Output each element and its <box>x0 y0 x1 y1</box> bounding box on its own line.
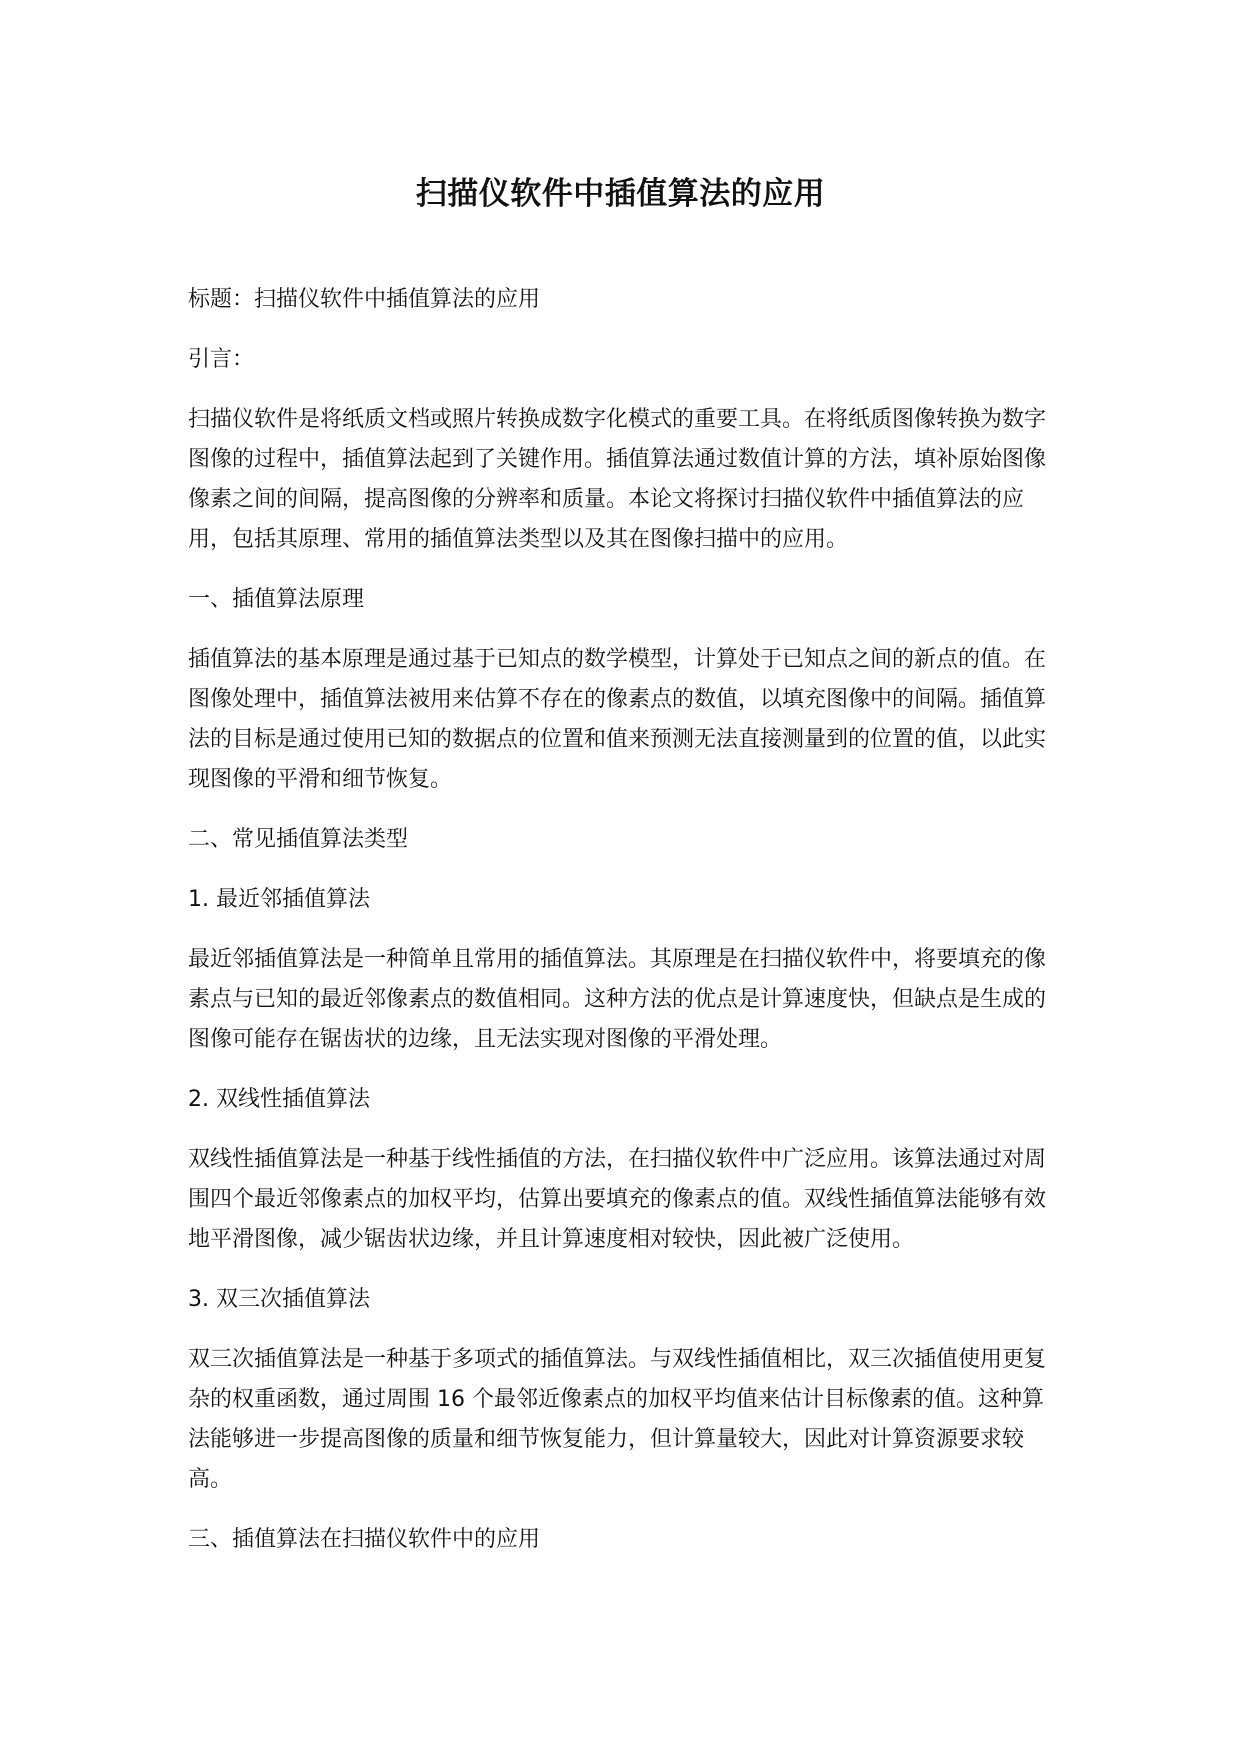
subheading-bicubic: 3. 双三次插值算法 <box>188 1287 370 1312</box>
nearest-neighbor-paragraph: 最近邻插值算法是一种简单且常用的插值算法。其原理是在扫描仪软件中，将要填充的像素点与已知的最近邻像素点的数值相同。这种方法的优点是计算速度快，但缺点是生成的图像可能存在锯齿状的边缘，且无法实现对图像的平滑处理。 <box>188 947 1047 1052</box>
section-heading-2: 二、常见插值算法类型 <box>188 827 409 852</box>
bilinear-paragraph: 双线性插值算法是一种基于线性插值的方法，在扫描仪软件中广泛应用。该算法通过对周围四个最近邻像素点的加权平均，估算出要填充的像素点的值。双线性插值算法能够有效地平滑图像，减少锯齿状边缘，并且计算速度相对较快，因此被广泛使用。 <box>188 1147 1047 1252</box>
subject-line: 标题：扫描仪软件中插值算法的应用 <box>188 287 541 312</box>
section-heading-1: 一、插值算法原理 <box>188 587 365 612</box>
subheading-bilinear: 2. 双线性插值算法 <box>188 1087 370 1112</box>
bicubic-paragraph: 双三次插值算法是一种基于多项式的插值算法。与双线性插值相比，双三次插值使用更复杂的权重函数，通过周围 16 个最邻近像素点的加权平均值来估计目标像素的值。这种算法能够进一步提高图像的质量和细节恢复能力，但计算量较大，因此对计算资源要求较高。 <box>188 1347 1047 1492</box>
subheading-nearest-neighbor: 1. 最近邻插值算法 <box>188 887 370 912</box>
document-body <box>188 280 1053 1580</box>
document-title: 扫描仪软件中插值算法的应用 <box>415 176 826 212</box>
intro-label: 引言： <box>188 347 255 372</box>
principle-paragraph: 插值算法的基本原理是通过基于已知点的数学模型，计算处于已知点之间的新点的值。在图像处理中，插值算法被用来估算不存在的像素点的数值，以填充图像中的间隔。插值算法的目标是通过使用已知的数据点的位置和值来预测无法直接测量到的位置的值，以此实现图像的平滑和细节恢复。 <box>188 647 1047 792</box>
intro-paragraph: 扫描仪软件是将纸质文档或照片转换成数字化模式的重要工具。在将纸质图像转换为数字图像的过程中，插值算法起到了关键作用。插值算法通过数值计算的方法，填补原始图像像素之间的间隔，提高图像的分辨率和质量。本论文将探讨扫描仪软件中插值算法的应用，包括其原理、常用的插值算法类型以及其在图像扫描中的应用。 <box>188 407 1047 552</box>
section-heading-3: 三、插值算法在扫描仪软件中的应用 <box>188 1527 541 1552</box>
